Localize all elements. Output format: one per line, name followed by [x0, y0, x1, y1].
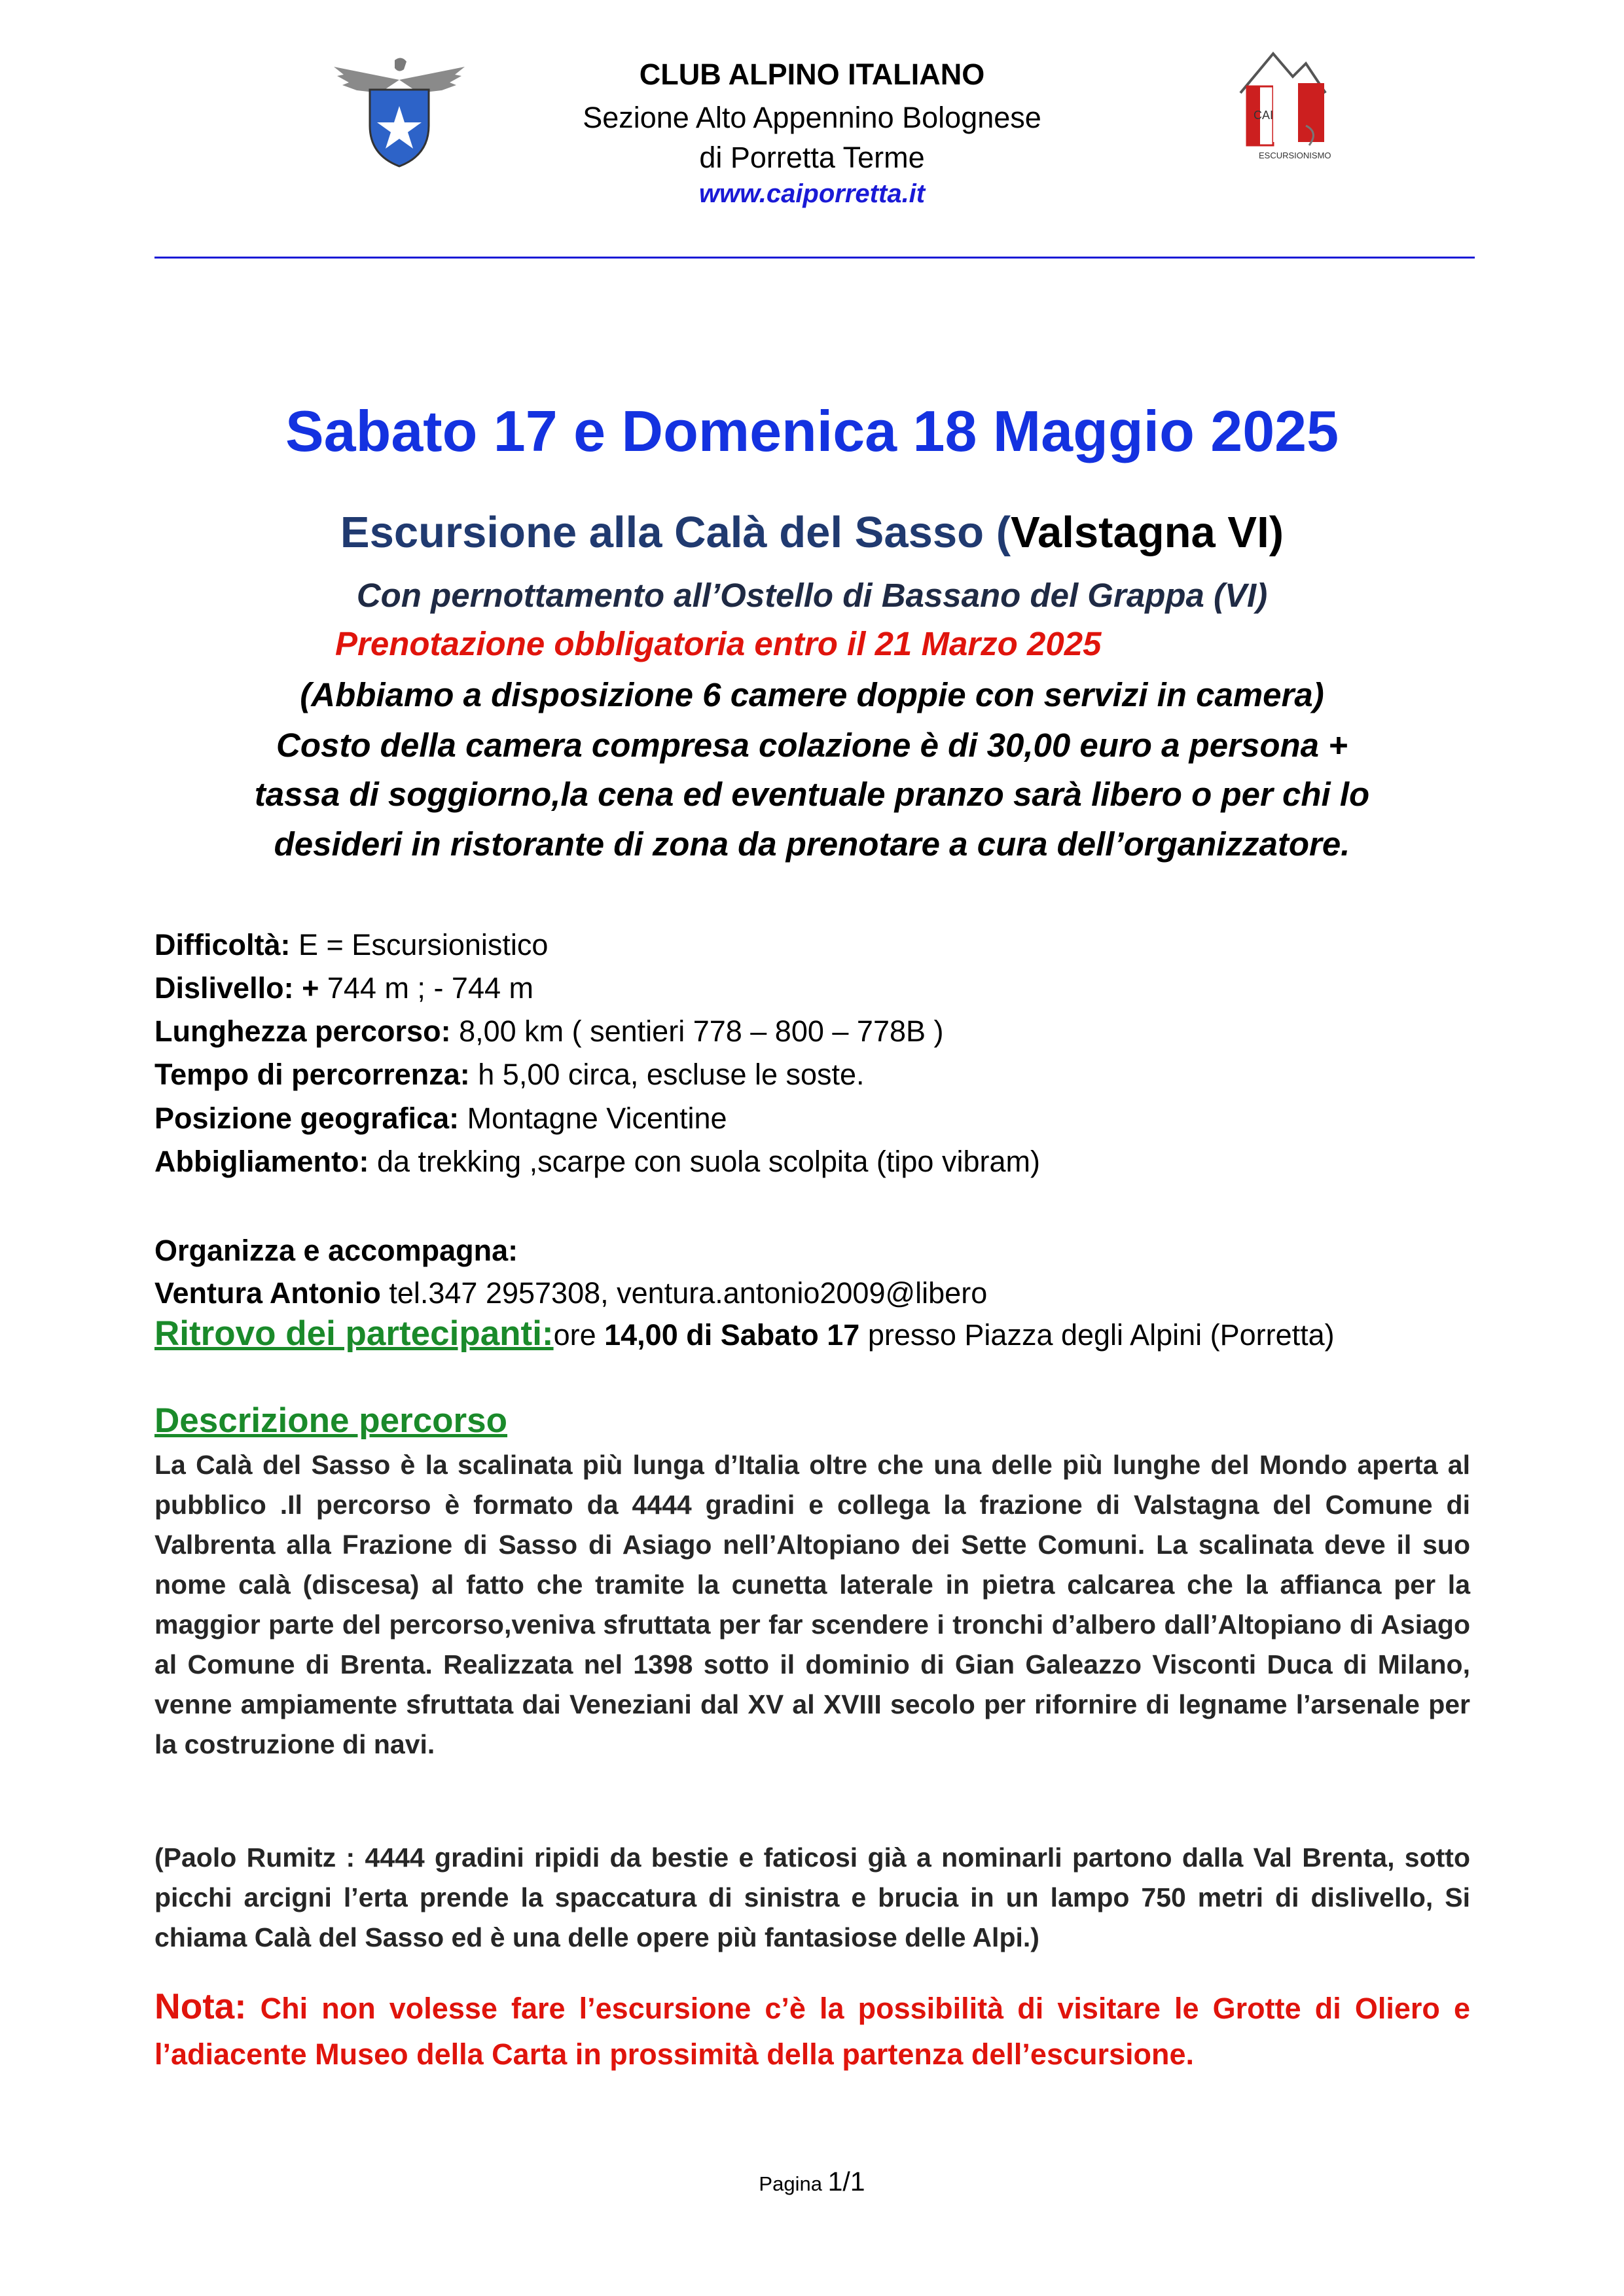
elevation-label: Dislivello: +	[154, 971, 319, 1005]
excursion-title-paren: (	[996, 508, 1011, 557]
length-value: 8,00 km ( sentieri 778 – 800 – 778B )	[450, 1014, 944, 1048]
clothing-row	[154, 1145, 1040, 1179]
excursion-title	[0, 507, 1624, 558]
cost-line-3: desideri in ristorante di zona da prenotare a cura dell’organizzatore.	[274, 825, 1350, 863]
excursion-title-main: Escursione alla Calà del Sasso	[340, 508, 996, 557]
note-text: Chi non volesse fare l’escursione c’è la possibilità di visitare le Grotte di Oliero e l’adiacente Museo della Carta in prossimità della partenza dell’escursione.	[154, 1992, 1470, 2071]
page-footer	[0, 2166, 1624, 2197]
rooms-info: (Abbiamo a disposizione 6 camere doppie con servizi in camera)	[300, 676, 1324, 713]
club-name: CLUB ALPINO ITALIANO	[639, 58, 985, 91]
clothing-label: Abbigliamento:	[154, 1145, 369, 1178]
section-name: Sezione Alto Appennino Bolognese	[583, 101, 1041, 134]
location-label: Posizione geografica:	[154, 1102, 460, 1135]
quote-paragraph: (Paolo Rumitz : 4444 gradini ripidi da bestie e faticosi già a nominarli partono dalla Val Brenta, sotto picchi arcigni l’erta prende la spaccatura di sinistra e brucia in un lampo 750 metri di dislivello, Si chiama Calà del Sasso ed è una delle opere più fantasiose delle Alpi.)	[154, 1842, 1470, 1952]
overnight-info: Con pernottamento all’Ostello di Bassano del Grappa (VI)	[356, 577, 1268, 614]
elevation-row	[154, 971, 533, 1005]
note-label: Nota:	[154, 1986, 247, 2026]
length-label: Lunghezza percorso:	[154, 1014, 451, 1048]
location-value: Montagne Vicentine	[459, 1102, 727, 1135]
header-divider	[154, 257, 1475, 259]
difficulty-label: Difficoltà:	[154, 928, 291, 961]
organizer-label: Organizza e accompagna:	[154, 1234, 518, 1267]
organizer-name: Ventura Antonio	[154, 1276, 381, 1310]
booking-deadline: Prenotazione obbligatoria entro il 21 Marzo 2025	[335, 625, 1102, 662]
duration-value: h 5,00 circa, escluse le soste.	[469, 1058, 865, 1091]
duration-label: Tempo di percorrenza:	[154, 1058, 470, 1091]
meeting-time: 14,00 di Sabato 17	[604, 1318, 860, 1352]
page-number: 1/1	[827, 2166, 865, 2197]
description-heading: Descrizione percorso	[154, 1401, 508, 1440]
cost-line-1: Costo della camera compresa colazione è di 30,00 euro a persona +	[276, 726, 1348, 764]
difficulty-row	[154, 928, 548, 962]
section-city: di Porretta Terme	[699, 141, 925, 174]
clothing-value: da trekking ,scarpe con suola scolpita (tipo vibram)	[369, 1145, 1040, 1178]
page-label: Pagina	[759, 2172, 828, 2195]
meeting-place: presso Piazza degli Alpini (Porretta)	[859, 1318, 1335, 1352]
length-row	[154, 1014, 944, 1049]
difficulty-value: E = Escursionistico	[290, 928, 549, 961]
website-link[interactable]: www.caiporretta.it	[698, 179, 926, 208]
cost-line-2: tassa di soggiorno,la cena ed eventuale pranzo sarà libero o per chi lo	[254, 776, 1370, 813]
meeting-pre: ore	[553, 1318, 605, 1352]
event-date-title: Sabato 17 e Domenica 18 Maggio 2025	[285, 399, 1339, 463]
description-paragraph: La Calà del Sasso è la scalinata più lunga d’Italia oltre che una delle più lunghe del Mondo aperta al pubblico .Il percorso è formato da 4444 gradini e collega la frazione di Valstagna del Comune di Valbrenta alla Frazione di Sasso di Asiago nell’Altopiano dei Sette Comuni. La scalinata deve il suo nome calà (discesa) al fatto che tramite la cunetta laterale in pietra calcarea che la affianca per la maggior parte del percorso,veniva sfruttata per far scendere i tronchi d’albero dall’Altopiano di Asiago al Comune di Brenta. Realizzata nel 1398 sotto il dominio di Gian Galeazzo Visconti Duca di Milano, venne ampiamente sfruttata dai Veneziani dal XV al XVIII secolo per rifornire di legname l’arsenale per la costruzione di navi.	[154, 1450, 1470, 1759]
meeting-label: Ritrovo dei partecipanti:	[154, 1314, 554, 1353]
meeting-row	[154, 1314, 1335, 1354]
location-row	[154, 1102, 727, 1136]
elevation-value: 744 m ; - 744 m	[319, 971, 533, 1005]
duration-row	[154, 1058, 865, 1092]
svg-text:CAI: CAI	[1254, 109, 1274, 122]
organizer-contact: tel.347 2957308, ventura.antonio2009@libero	[380, 1276, 988, 1310]
note-paragraph	[154, 1983, 1470, 2077]
organizer-row	[154, 1276, 987, 1310]
excursion-title-place: Valstagna VI)	[1011, 508, 1284, 557]
svg-text:ESCURSIONISMO: ESCURSIONISMO	[1259, 151, 1331, 160]
